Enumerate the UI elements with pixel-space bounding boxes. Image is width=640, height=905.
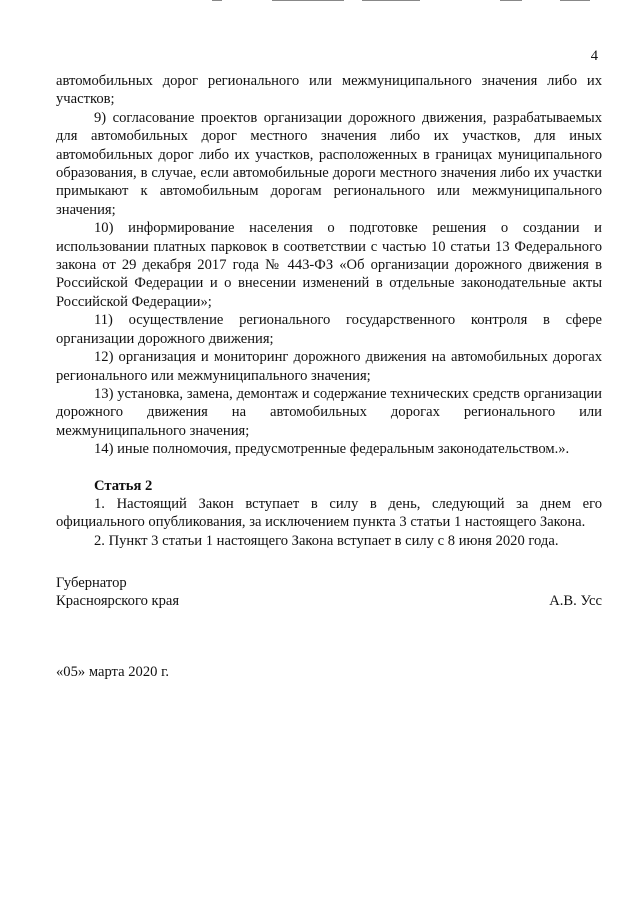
top-edge-mark <box>212 0 222 1</box>
top-edge-mark <box>272 0 344 1</box>
list-item-12: 12) организация и мониторинг дорожного движения на автомобильных дорогах регионального или межмуниципального значения; <box>56 349 602 384</box>
signatory-title-line-1: Губернатор <box>56 575 127 591</box>
continuation-text: автомобильных дорог регионального или межмуниципального значения либо их участков; <box>56 73 602 108</box>
list-item-13: 13) установка, замена, демонтаж и содержание технических средств организации дорожного движения на автомобильных дорогах регионального или межмуниципального значения; <box>56 385 602 439</box>
signing-date: «05» марта 2020 г. <box>56 664 170 680</box>
top-edge-mark <box>500 0 522 1</box>
list-item-14: 14) иные полномочия, предусмотренные федеральным законодательством.». <box>94 441 570 458</box>
list-item-11: 11) осуществление регионального государственного контроля в сфере организации дорожного движения; <box>56 312 602 347</box>
page-number: 4 <box>590 48 598 64</box>
list-item-9: 9) согласование проектов организации дорожного движения, разрабатываемых для автомобильных дорог местного значения либо их участков, для иных автомобильных дорог либо их участков, расположенных в границах муниципального образования, в случае, если автомобильные дороги местного значения либо их участки примыкают к автомобильным дорогам регионального или межмуниципального значения; <box>56 109 602 218</box>
top-edge-mark <box>560 0 590 1</box>
list-item-10: 10) информирование населения о подготовке решения о создании и использовании платных парковок в соответствии с частью 10 статьи 13 Федерального закона от 29 декабря 2017 года № 443-ФЗ «Об организации дорожного движения в Российской Федерации и о внесении изменений в отдельные законодательные акты Российской Федерации»; <box>56 220 602 310</box>
article-2-heading: Статья 2 <box>94 477 153 494</box>
article-2-paragraph-1: 1. Настоящий Закон вступает в силу в день, следующий за днем его официального опубликования, за исключением пункта 3 статьи 1 настоящего Закона. <box>56 495 602 531</box>
top-edge-mark <box>362 0 420 1</box>
signatory-name: А.В. Усс <box>549 593 602 610</box>
document-body <box>56 72 602 550</box>
article-2-paragraph-2: 2. Пункт 3 статьи 1 настоящего Закона вступает в силу с 8 июня 2020 года. <box>94 532 559 549</box>
signature-row <box>56 592 602 610</box>
signatory-title-line-2: Красноярского края <box>56 593 180 610</box>
signature-block <box>56 574 602 611</box>
